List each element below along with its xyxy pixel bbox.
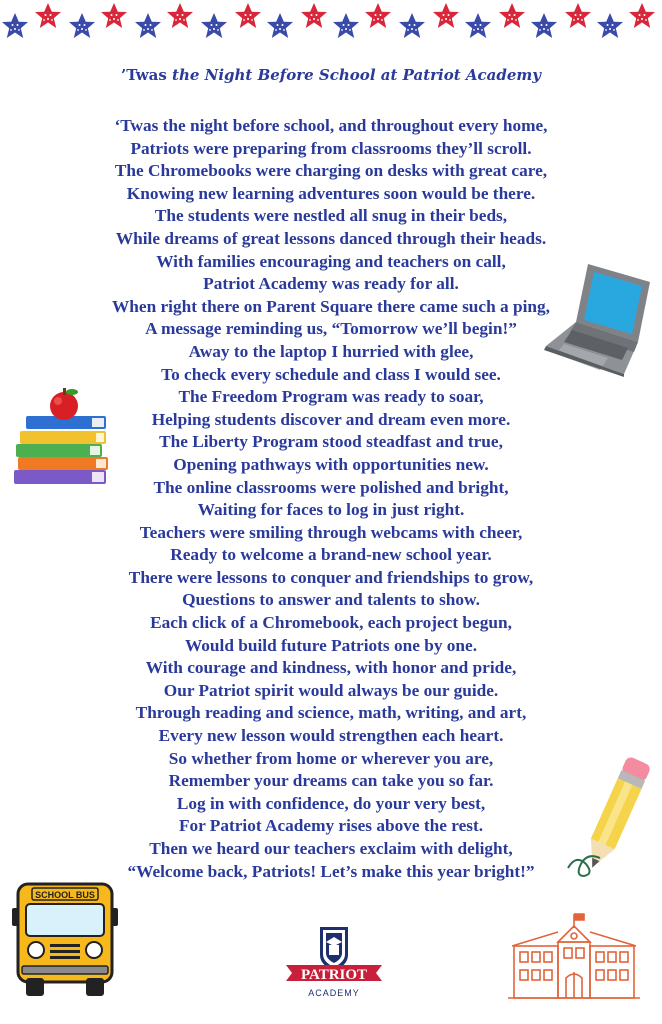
star-icon — [301, 3, 327, 28]
poem-line: Our Patriot spirit would always be our guide. — [163, 680, 499, 700]
poem-line: Waiting for faces to log in just right. — [197, 500, 465, 520]
poem-line: While dreams of great lessons danced through their heads. — [115, 228, 547, 248]
books-apple-icon — [12, 388, 112, 493]
star-icon — [433, 3, 459, 28]
poem-line: Through reading and science, math, writing, and art, — [135, 703, 527, 723]
star-icon — [333, 13, 359, 38]
poem-line: Patriots were preparing from classrooms they’ll scroll. — [130, 138, 532, 158]
star-icon — [167, 3, 193, 28]
poem-line: Teachers were smiling through webcams with cheer, — [139, 522, 523, 542]
school-bus-icon — [10, 880, 120, 998]
star-icon — [235, 3, 261, 28]
star-icon — [531, 13, 557, 38]
poem-line: So whether from home or wherever you are, — [168, 748, 494, 768]
bus-label: SCHOOL BUS — [35, 890, 95, 900]
poem-line: Every new lesson would strengthen each heart. — [158, 726, 504, 746]
poem-line: When right there on Parent Square there came such a ping, — [112, 296, 550, 316]
poem-line: Questions to answer and talents to show. — [182, 590, 480, 610]
poem-line: The students were nestled all snug in their beds, — [154, 206, 508, 226]
star-icon — [101, 3, 127, 28]
poem-line: Patriot Academy was ready for all. — [203, 274, 459, 294]
school-building-icon — [508, 912, 640, 1000]
poem-line: Remember your dreams can take you so far. — [168, 771, 494, 791]
poem-line: Then we heard our teachers exclaim with delight, — [149, 839, 513, 858]
star-icon — [597, 13, 623, 38]
poem-line: Log in with confidence, do your very best, — [176, 793, 486, 813]
poem-line: The online classrooms were polished and bright, — [153, 477, 509, 497]
pencil-icon — [562, 752, 657, 882]
poem-line: Opening pathways with opportunities new. — [173, 454, 489, 474]
poem-line: To check every schedule and class I would see. — [161, 364, 501, 384]
title-prefix: ’Twas — [120, 66, 173, 84]
poem-line: Would build future Patriots one by one. — [184, 635, 478, 655]
logo-name: PATRIOT — [300, 967, 368, 983]
star-icon — [565, 3, 591, 28]
poem-line: “Welcome back, Patriots! Let’s make this year bright!” — [127, 861, 535, 881]
poem-line: The Freedom Program was ready to soar, — [178, 387, 484, 407]
poem-line: Knowing new learning adventures soon would be there. — [126, 183, 536, 203]
poem-line: Away to the laptop I hurried with glee, — [188, 341, 474, 361]
star-icon — [465, 13, 491, 38]
logo-sub: ACADEMY — [308, 988, 360, 998]
poem-line: Each click of a Chromebook, each project begun, — [150, 613, 512, 633]
poem-line: A message reminding us, “Tomorrow we’ll begin!” — [145, 319, 517, 339]
star-icon — [2, 13, 28, 38]
star-icon — [499, 3, 525, 28]
star-icon — [399, 13, 425, 38]
star-icon — [35, 3, 61, 28]
laptop-icon — [542, 262, 654, 377]
star-icon — [201, 13, 227, 38]
star-border — [0, 0, 662, 50]
poem-title — [0, 66, 662, 84]
poem-line: The Liberty Program stood steadfast and true, — [159, 432, 503, 452]
title-italic: the Night Before School at Patriot Academy — [172, 66, 541, 84]
poem-line: Helping students discover and dream even more. — [151, 409, 511, 429]
poem-line: There were lessons to conquer and friendships to grow, — [128, 567, 534, 587]
star-icon — [69, 13, 95, 38]
poem-line: The Chromebooks were charging on desks with great care, — [114, 161, 548, 181]
poem-line: ‘Twas the night before school, and throughout every home, — [114, 116, 548, 135]
poem-line: With courage and kindness, with honor and pride, — [145, 658, 517, 678]
star-icon — [365, 3, 391, 28]
star-icon — [267, 13, 293, 38]
poem-line: Ready to welcome a brand-new school year. — [170, 545, 492, 565]
star-icon — [135, 13, 161, 38]
poem-line: With families encouraging and teachers on call, — [156, 251, 506, 271]
patriot-academy-logo — [282, 925, 386, 1003]
poem-line: For Patriot Academy rises above the rest. — [178, 816, 484, 836]
star-icon — [629, 3, 655, 28]
